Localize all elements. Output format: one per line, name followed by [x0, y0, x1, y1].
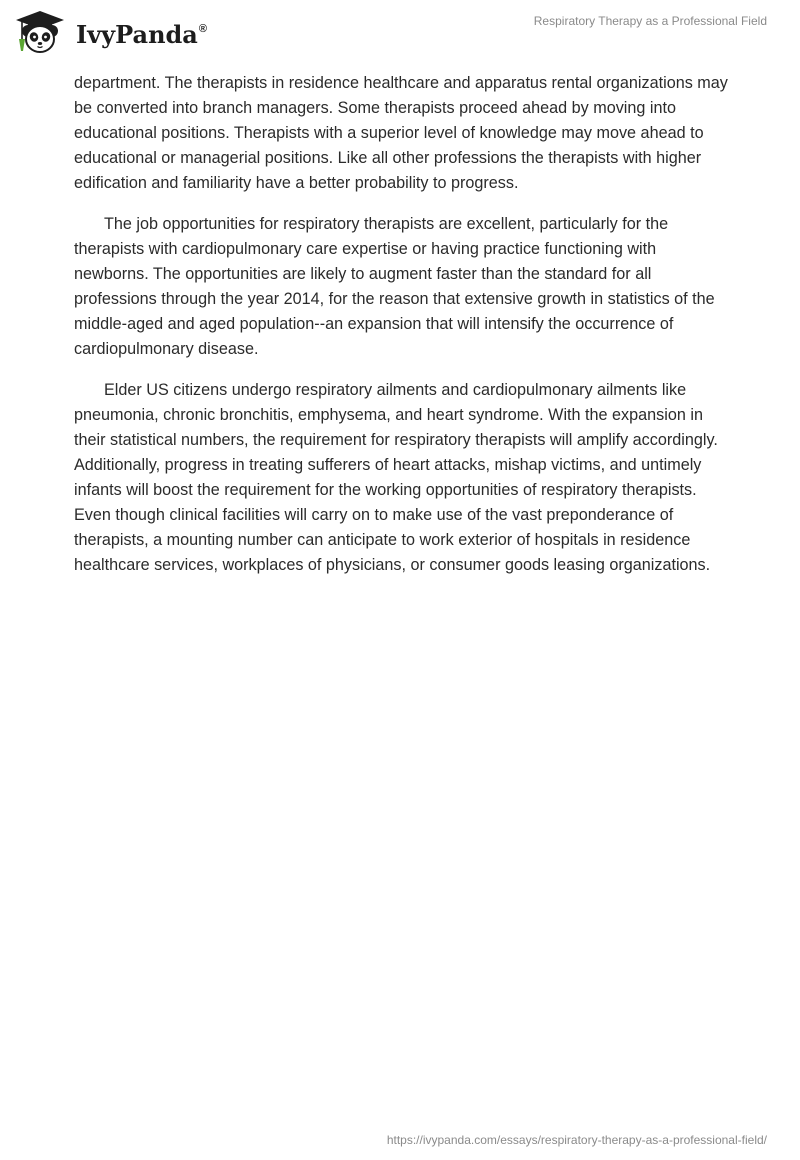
- brand-name: [76, 20, 207, 49]
- paragraph: The job opportunities for respiratory therapists are excellent, particularly for the therapists with cardiopulmonary care expertise or having practice functioning with newborns. The opportunities are likely to augment faster than the standard for all professions through the year 2014, for the reason that extensive growth in statistics of the middle-aged and aged population--an expansion that will intensify the occurrence of cardiopulmonary disease.: [74, 215, 715, 358]
- page-header: [0, 0, 800, 64]
- source-url[interactable]: https://ivypanda.com/essays/respiratory-therapy-as-a-professional-field/: [386, 1133, 767, 1147]
- brand-name-text: IvyPanda: [76, 19, 198, 49]
- document-title: Respiratory Therapy as a Professional Field: [533, 14, 767, 28]
- essay-body: [74, 71, 734, 594]
- panda-graduate-icon: [14, 9, 66, 55]
- registered-mark: ®: [198, 22, 207, 35]
- paragraph: department. The therapists in residence healthcare and apparatus rental organizations may be converted into branch managers. Some therapists proceed ahead by moving into educational positions. Therapists with a superior level of knowledge may move ahead to educational or managerial positions. Like all other professions the therapists with higher edification and familiarity have a better probability to progress.: [74, 74, 728, 192]
- brand-logo[interactable]: [14, 8, 207, 56]
- paragraph: Elder US citizens undergo respiratory ailments and cardiopulmonary ailments like pneumonia, chronic bronchitis, emphysema, and heart syndrome. With the expansion in their statistical numbers, the requirement for respiratory therapists will amplify accordingly. Additionally, progress in treating sufferers of heart attacks, mishap victims, and untimely infants will boost the requirement for the working opportunities of respiratory therapists. Even though clinical facilities will carry on to make use of the vast preponderance of therapists, a mounting number can anticipate to work exterior of hospitals in residence healthcare services, workplaces of physicians, or consumer goods leasing organizations.: [74, 381, 718, 574]
